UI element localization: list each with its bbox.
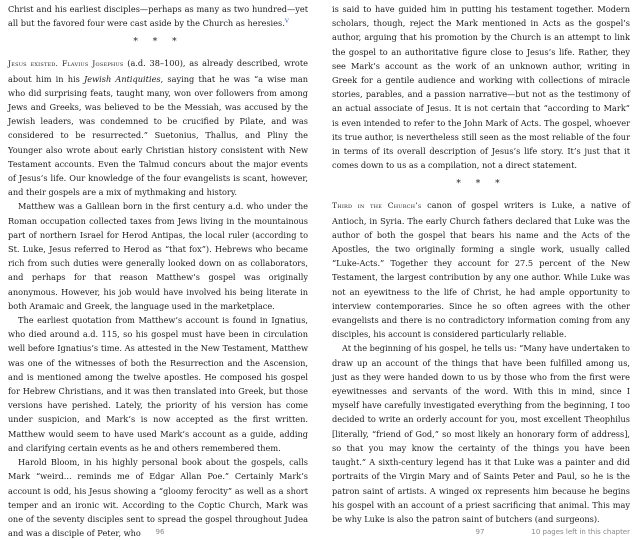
page-number: 96 (155, 528, 165, 536)
paragraph: Jesus existed. Flavius Josephus (a.d. 38–100), as already described, wrote about him in his Jewish Antiquities, saying that he was “a wise man who did surprising feats, taught many, won over followers from among Jews and Greeks, was believed to be the Messiah, was accused by the Jewish leaders, was condemned to be crucified by Pilate, and was considered to be resurrected.” Suetonius, Thallus, and Pliny the Younger also wrote about early Christian history consistent with New Testament accounts. Even the Talmud concurs about the major events of Jesus’s life. Our knowledge of the four evangelists is scant, however, and their gospels are a mix of mythmaking and history. (8, 58, 309, 198)
lead-in: Third in the Church’s (332, 201, 422, 211)
paragraph: Matthew was a Galilean born in the first century a.d. who under the Roman occupation collected taxes from Jews living in the mountainous part of northern Israel for Herod Antipas, the local ruler (according to St. Luke, Jesus referred to Herod as “that fox”). Hebrews who became rich from such duties were generally looked down on as collaborators, and perhaps for that reason Matthew’s gospel was originally anonymous. However, his job would have involved his being literate in both Aramaic and Greek, the language used in the marketplace. (8, 201, 308, 311)
book-title: Jewish Antiquities (84, 73, 161, 84)
left-page-text (8, 2, 308, 540)
right-page (320, 0, 640, 536)
paragraph: At the beginning of his gospel, he tells us: “Many have undertaken to draw up an account of the things that have been fulfilled among us, just as they were handed down to us by those who from the first were eyewitnesses and servants of the word. With this in mind, since I myself have carefully investigated everything from the beginning, I too decided to write an orderly account for you, most excellent Theophilus [literally, “friend of God,” so most likely an honorary form of address], so that you may know the certainty of the things you have been taught.” A sixth-century legend has it that Luke was a painter and did portraits of the Virgin Mary and of Saints Peter and Paul, so he is the patron saint of artists. A winged ox represents him because he begins his gospel with an account of a priest sacrificing that animal. This may be why Luke is also the patron saint of butchers (and surgeons). (332, 343, 630, 524)
paragraph: Christ and his earliest disciples—perhaps as many as two hundred—yet all but the favored four were cast aside by the Church as heresies.$^V$ (8, 4, 308, 29)
footnote-link[interactable]: V (284, 18, 289, 25)
section-separator: * * * (133, 37, 183, 48)
paragraph: is said to have guided him in putting his testament together. Modern scholars, though, reject the Mark mentioned in Acts as the gospel’s author, arguing that his promotion by the Church is an attempt to link the gospel to an authoritative figure close to Jesus’s life. Rather, they see Mark’s account as the work of an unknown author, writing in Greek for a gentile audience and working with collections of miracle stories, parables, and a passion narrative—but not as the testimony of an actual associate of Jesus. It is not certain that “according to Mark” is even intended to refer to the John Mark of Acts. The gospel, whoever its true author, is nevertheless still seen as the most reliable of the four in terms of its overall description of Jesus’s life story. It’s just that it comes down to us as a compilation, not a direct statement. (332, 4, 630, 171)
paragraph: Harold Bloom, in his highly personal book about the gospels, calls Mark “weird... reminds me of Edgar Allan Poe.” Certainly Mark’s account is odd, his Jesus showing a “gloomy ferocity” as well as a short temper and an ironic wit. According to the Coptic Church, Mark was one of the seventy disciples sent to spread the gospel throughout Judea and was a disciple of Peter, who (8, 457, 308, 539)
left-page (0, 0, 320, 539)
page-number: 97 (475, 528, 485, 536)
paragraph: The earliest quotation from Matthew’s account is found in Ignatius, who died around a.d. 115, so his gospel must have been in circulation well before Ignatius’s time. As attested in the New Testament, Matthew was one of the witnesses of both the Resurrection and the Ascension, and is mentioned among the twelve apostles. He composed his gospel for Hebrew Christians, and it was then translated into Greek, but those versions have perished. Lately, the priority of his version has come under suspicion, and Mark’s is now accepted as the first written. Matthew would seem to have used Mark’s account as a guide, adding and clarifying certain events as he and others remembered them. (8, 315, 308, 453)
section-separator: * * * (456, 179, 506, 190)
pages-left-indicator: 10 pages left in this chapter (531, 528, 630, 536)
right-page-text (332, 2, 630, 526)
paragraph: Third in the Church’s canon of gospel writers is Luke, a native of Antioch, in Syria. The early Church fathers declared that Luke was the author of both the gospel that bears his name and the Acts of the Apostles, the two originally forming a single work, usually called “Luke-Acts.” Together they account for 27.5 percent of the New Testament, the largest contribution by any one author. While Luke was not an eyewitness to the life of Christ, he had ample opportunity to interview contemporaries. Since he so often agrees with the other evangelists and there is no contradictory information coming from any disciples, his account is considered particularly reliable. (332, 200, 630, 340)
lead-in: Jesus existed. Flavius Josephus (8, 59, 124, 69)
